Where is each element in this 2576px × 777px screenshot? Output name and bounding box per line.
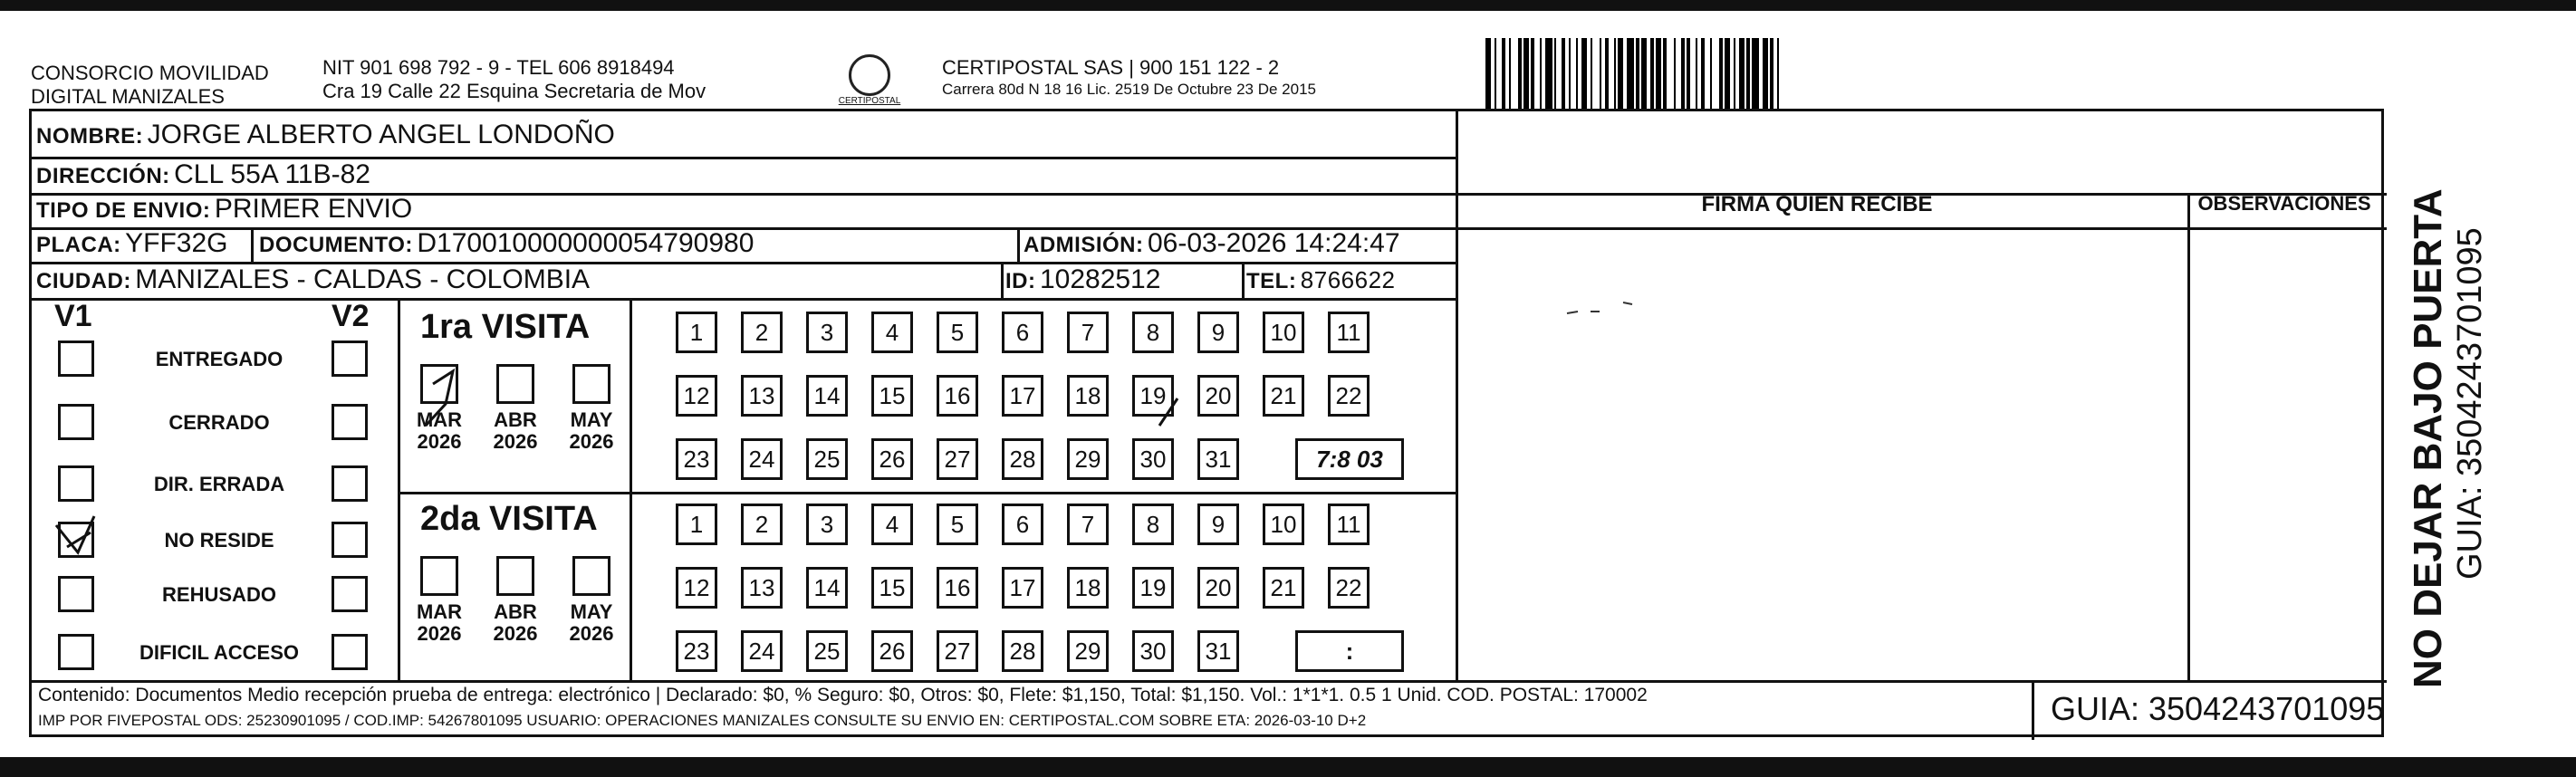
direccion-value: CLL 55A 11B-82 <box>174 159 370 189</box>
first-visit-time[interactable]: 7:8 03 <box>1295 438 1404 480</box>
month-name: MAY <box>570 600 613 623</box>
day-box[interactable]: 28 <box>1002 438 1043 480</box>
strike-day-19 <box>1159 398 1177 426</box>
footer-content-line: Contenido: Documentos Medio recepción prueba de entrega: electrónico | Declarado: $0, % Seguro: $0, Otros: $0, Flete: $1,150, Total: $1,150. Vol.: 1*1*1. 0.5 1 Unid. COD. POSTAL: 170002 <box>38 685 1648 705</box>
day-box[interactable]: 18 <box>1067 567 1109 609</box>
day-box[interactable]: 22 <box>1328 567 1370 609</box>
day-box[interactable]: 12 <box>676 375 717 417</box>
company-line-2: DIGITAL MANIZALES <box>31 85 225 108</box>
day-box[interactable]: 23 <box>676 630 717 672</box>
documento-value: D170010000000054790980 <box>417 228 755 258</box>
side-guia: GUIA: 3504243701095 <box>2451 227 2489 580</box>
tipo-value: PRIMER ENVIO <box>214 194 413 224</box>
day-box[interactable]: 29 <box>1067 630 1109 672</box>
day-box[interactable]: 2 <box>741 312 783 353</box>
status-label: ENTREGADO <box>155 348 284 370</box>
day-box[interactable]: 25 <box>806 630 848 672</box>
courier-address: Carrera 80d N 18 16 Lic. 2519 De Octubre 23 De 2015 <box>942 81 1316 98</box>
placa-value: YFF32G <box>125 228 228 258</box>
day-box[interactable]: 25 <box>806 438 848 480</box>
day-box[interactable]: 9 <box>1197 312 1239 353</box>
day-box[interactable]: 19 <box>1132 567 1174 609</box>
day-box[interactable]: 19 <box>1132 375 1174 417</box>
month-name: MAR <box>416 408 463 431</box>
id-value: 10282512 <box>1039 264 1161 294</box>
month-year: 2026 <box>569 622 614 645</box>
day-box[interactable]: 23 <box>676 438 717 480</box>
month-year: 2026 <box>493 430 538 453</box>
day-box[interactable]: 16 <box>937 375 978 417</box>
documento-label: DOCUMENTO: <box>259 233 413 257</box>
firma-header: FIRMA QUIEN RECIBE <box>1701 192 1933 216</box>
day-box[interactable]: 20 <box>1197 375 1239 417</box>
day-box[interactable]: 28 <box>1002 630 1043 672</box>
day-box[interactable]: 15 <box>871 375 913 417</box>
day-box[interactable]: 17 <box>1002 567 1043 609</box>
direccion-label: DIRECCIÓN: <box>36 164 170 188</box>
day-box[interactable]: 3 <box>806 312 848 353</box>
tipo-label: TIPO DE ENVIO: <box>36 198 211 223</box>
status-label: DIR. ERRADA <box>153 473 285 495</box>
day-box[interactable]: 8 <box>1132 312 1174 353</box>
company-address: Cra 19 Calle 22 Esquina Secretaria de Mov <box>322 80 706 102</box>
month-year: 2026 <box>569 430 614 453</box>
day-box[interactable]: 11 <box>1328 312 1370 353</box>
day-box[interactable]: 10 <box>1263 504 1304 545</box>
observaciones-header: OBSERVACIONES <box>2197 192 2371 215</box>
month-name: MAR <box>416 600 463 623</box>
day-box[interactable]: 3 <box>806 504 848 545</box>
day-box[interactable]: 24 <box>741 438 783 480</box>
status-label: DIFICIL ACCESO <box>139 641 299 664</box>
footer-guia: GUIA: 3504243701095 <box>2051 690 2385 727</box>
month-year: 2026 <box>417 430 462 453</box>
courier-line: CERTIPOSTAL SAS | 900 151 122 - 2 <box>942 56 1280 79</box>
admision-value: 06-03-2026 14:24:47 <box>1147 228 1400 258</box>
month-year: 2026 <box>417 622 462 645</box>
day-box[interactable]: 24 <box>741 630 783 672</box>
day-box[interactable]: 8 <box>1132 504 1174 545</box>
day-box[interactable]: 14 <box>806 567 848 609</box>
admision-label: ADMISIÓN: <box>1024 233 1144 257</box>
month-name: ABR <box>494 600 537 623</box>
day-box[interactable]: 1 <box>676 312 717 353</box>
day-box[interactable]: 16 <box>937 567 978 609</box>
nombre-value: JORGE ALBERTO ANGEL LONDOÑO <box>147 120 615 149</box>
status-label: CERRADO <box>168 411 270 434</box>
day-box[interactable]: 13 <box>741 567 783 609</box>
day-box[interactable]: 7 <box>1067 312 1109 353</box>
day-box[interactable]: 11 <box>1328 504 1370 545</box>
day-box[interactable]: 15 <box>871 567 913 609</box>
day-box[interactable]: 26 <box>871 630 913 672</box>
day-box[interactable]: 22 <box>1328 375 1370 417</box>
day-box[interactable]: 26 <box>871 438 913 480</box>
nit-line: NIT 901 698 792 - 9 - TEL 606 8918494 <box>322 56 675 79</box>
second-visit-time[interactable]: : <box>1295 630 1404 672</box>
day-box[interactable]: 30 <box>1132 438 1174 480</box>
side-warning: NO DEJAR BAJO PUERTA <box>2406 188 2450 688</box>
day-box[interactable]: 21 <box>1263 567 1304 609</box>
ciudad-value: MANIZALES - CALDAS - COLOMBIA <box>135 264 591 294</box>
v1-header: V1 <box>54 299 92 333</box>
signature-specks <box>1567 302 1632 313</box>
day-box[interactable]: 4 <box>871 504 913 545</box>
second-visit-title: 2da VISITA <box>420 500 598 538</box>
tel-value: 8766622 <box>1300 266 1396 293</box>
month-name: MAY <box>570 408 613 431</box>
v2-header: V2 <box>332 299 370 333</box>
check-mark-no-reside <box>56 516 94 552</box>
placa-label: PLACA: <box>36 233 121 257</box>
first-visit-title: 1ra VISITA <box>420 308 591 346</box>
day-box[interactable]: 31 <box>1197 630 1239 672</box>
day-box[interactable]: 6 <box>1002 504 1043 545</box>
day-box[interactable]: 9 <box>1197 504 1239 545</box>
day-box[interactable]: 18 <box>1067 375 1109 417</box>
nombre-label: NOMBRE: <box>36 124 144 149</box>
day-box[interactable]: 12 <box>676 567 717 609</box>
company-line-1: CONSORCIO MOVILIDAD <box>31 62 269 84</box>
status-label: REHUSADO <box>162 583 276 606</box>
tel-label: TEL: <box>1246 269 1297 293</box>
day-box[interactable]: 31 <box>1197 438 1239 480</box>
day-box[interactable]: 13 <box>741 375 783 417</box>
footer-print-line: IMP POR FIVEPOSTAL ODS: 25230901095 / COD.IMP: 54267801095 USUARIO: OPERACIONES MANIZALES CONSULTE SU ENVIO EN: CERTIPOSTAL.COM SOBRE ETA: 2026-03-10 D+2 <box>38 712 1367 729</box>
day-box[interactable]: 5 <box>937 504 978 545</box>
check-mark-march <box>426 371 453 426</box>
day-box[interactable]: 30 <box>1132 630 1174 672</box>
day-box[interactable]: 4 <box>871 312 913 353</box>
day-box[interactable]: 10 <box>1263 312 1304 353</box>
day-box[interactable]: 5 <box>937 312 978 353</box>
day-box[interactable]: 14 <box>806 375 848 417</box>
status-label: NO RESIDE <box>164 529 274 552</box>
day-box[interactable]: 27 <box>937 438 978 480</box>
day-box[interactable]: 2 <box>741 504 783 545</box>
day-box[interactable]: 6 <box>1002 312 1043 353</box>
day-box[interactable]: 29 <box>1067 438 1109 480</box>
month-year: 2026 <box>493 622 538 645</box>
logo-caption: CERTIPOSTAL <box>838 96 901 106</box>
day-box[interactable]: 27 <box>937 630 978 672</box>
day-box[interactable]: 21 <box>1263 375 1304 417</box>
id-label: ID: <box>1005 269 1036 293</box>
day-box[interactable]: 17 <box>1002 375 1043 417</box>
day-box[interactable]: 20 <box>1197 567 1239 609</box>
day-box[interactable]: 1 <box>676 504 717 545</box>
month-name: ABR <box>494 408 537 431</box>
day-box[interactable]: 7 <box>1067 504 1109 545</box>
ciudad-label: CIUDAD: <box>36 269 131 293</box>
